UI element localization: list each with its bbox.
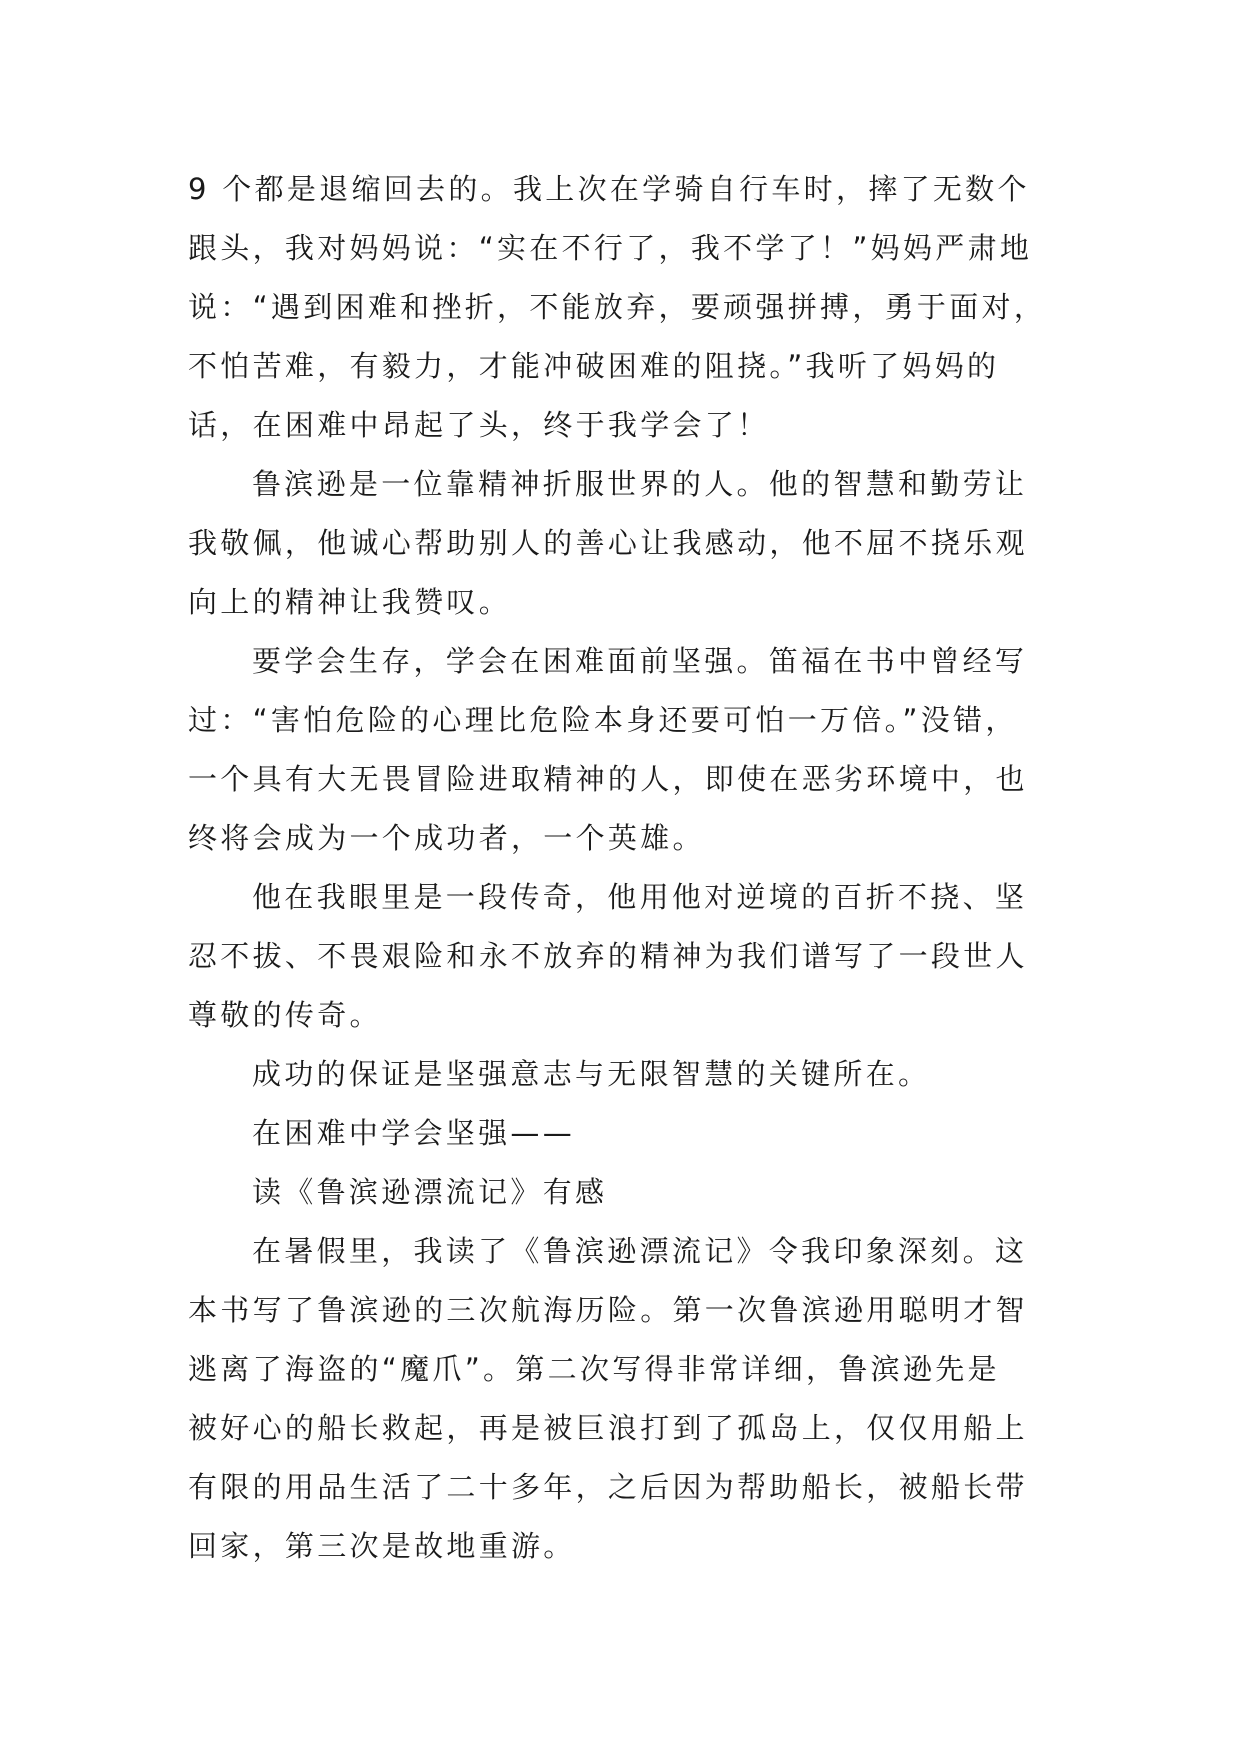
paragraph-first-line: 成功的保证是坚强意志与无限智慧的关键所在。 (252, 1057, 931, 1091)
document-body (188, 160, 1058, 1576)
text-line: 9 个都是退缩回去的。我上次在学骑自行车时，摔了无数个 (188, 172, 1030, 206)
paragraph-first-line: 他在我眼里是一段传奇，他用他对逆境的百折不挠、坚 (252, 880, 1028, 914)
text-line: 一个具有大无畏冒险进取精神的人，即使在恶劣环境中，也 (188, 762, 1028, 796)
text-line: 不怕苦难，有毅力，才能冲破困难的阻挠。”我听了妈妈的 (188, 349, 1000, 383)
text-line: 本书写了鲁滨逊的三次航海历险。第一次鲁滨逊用聪明才智 (188, 1293, 1028, 1327)
essay-subtitle-line: 读《鲁滨逊漂流记》有感 (252, 1175, 608, 1209)
paragraph-first-line: 要学会生存，学会在困难面前坚强。笛福在书中曾经写 (252, 644, 1028, 678)
text-line: 我敬佩，他诚心帮助别人的善心让我感动，他不屈不挠乐观 (188, 526, 1028, 560)
text-line: 回家，第三次是故地重游。 (188, 1529, 576, 1563)
text-line: 跟头，我对妈妈说：“实在不行了，我不学了！”妈妈严肃地 (188, 231, 1033, 265)
text-line: 过：“害怕危险的心理比危险本身还要可怕一万倍。”没错， (188, 703, 1018, 737)
text-line: 被好心的船长救起，再是被巨浪打到了孤岛上，仅仅用船上 (188, 1411, 1028, 1445)
text-line: 尊敬的传奇。 (188, 998, 382, 1032)
paragraph-first-line: 在暑假里，我读了《鲁滨逊漂流记》令我印象深刻。这 (252, 1234, 1028, 1268)
text-line: 向上的精神让我赞叹。 (188, 585, 512, 619)
text-line: 终将会成为一个成功者，一个英雄。 (188, 821, 705, 855)
essay-title-line: 在困难中学会坚强—— (252, 1116, 576, 1150)
paragraph-first-line: 鲁滨逊是一位靠精神折服世界的人。他的智慧和勤劳让 (252, 467, 1028, 501)
text-line: 忍不拔、不畏艰险和永不放弃的精神为我们谱写了一段世人 (188, 939, 1028, 973)
text-line: 说：“遇到困难和挫折，不能放弃，要顽强拼搏，勇于面对， (188, 290, 1047, 324)
text-line: 有限的用品生活了二十多年，之后因为帮助船长，被船长带 (188, 1470, 1028, 1504)
text-line: 话，在困难中昂起了头，终于我学会了！ (188, 408, 770, 442)
text-line: 逃离了海盗的“魔爪”。第二次写得非常详细，鲁滨逊先是 (188, 1352, 1000, 1386)
